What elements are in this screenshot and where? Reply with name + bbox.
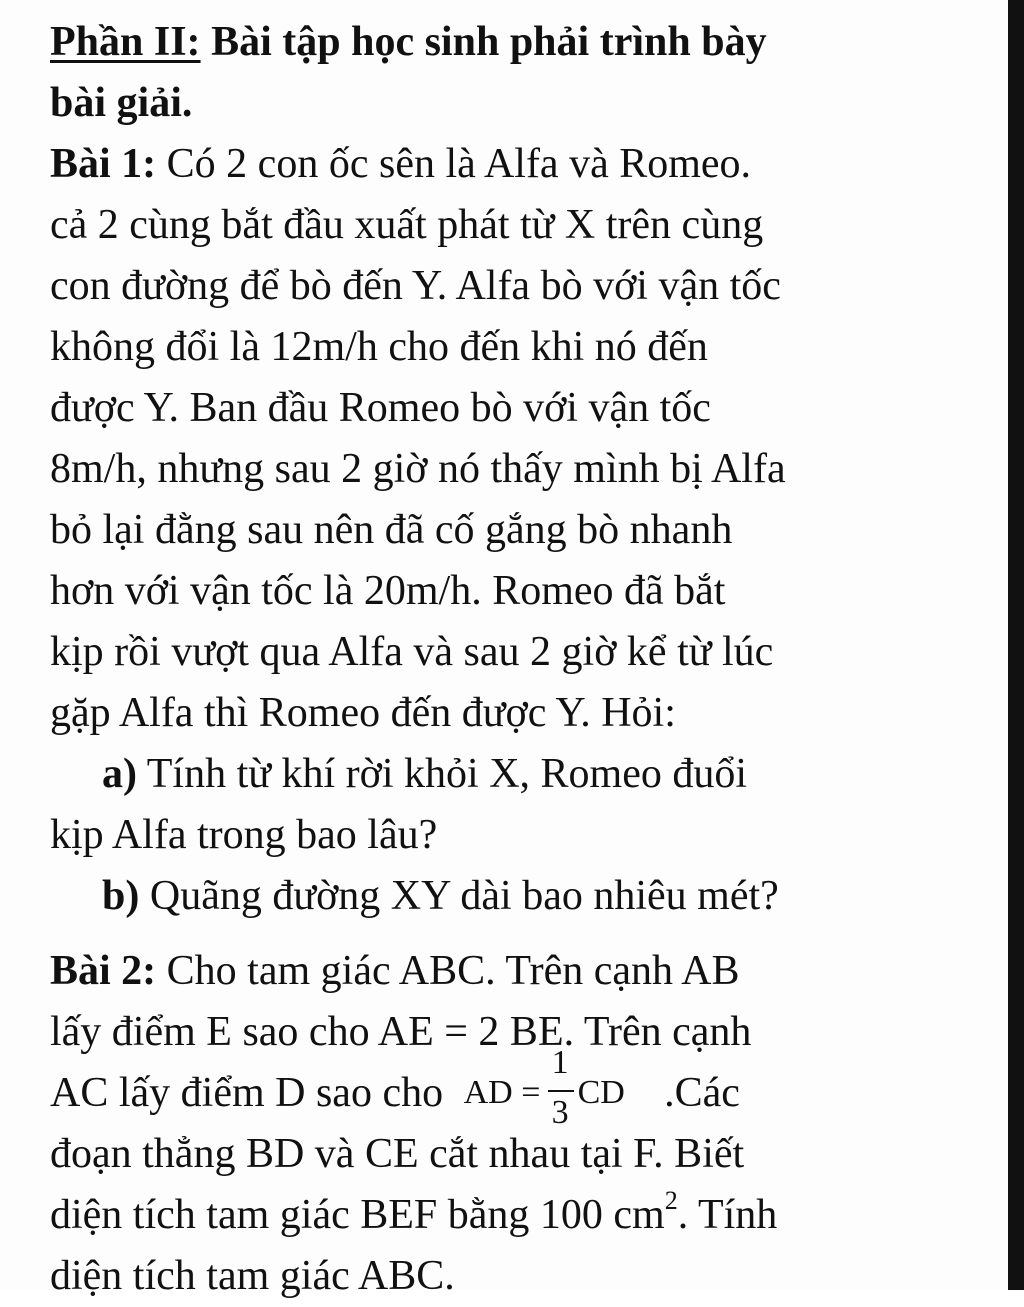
bai2-line3-start: AC lấy điểm D sao cho	[50, 1070, 444, 1116]
bai1-line8: hơn với vận tốc là 20m/h. Romeo đã bắt	[50, 568, 726, 614]
section-label: Phần II:	[50, 19, 201, 65]
section-heading	[50, 12, 912, 73]
bai1-line6: 8m/h, nhưng sau 2 giờ nó thấy mình bị Alfa	[50, 446, 786, 492]
bai1-question-a-line2: kịp Alfa trong bao lâu?	[50, 812, 438, 858]
bai2-line6: diện tích tam giác ABC.	[50, 1253, 455, 1299]
bai2-line1	[50, 941, 912, 1002]
fraction-bar	[548, 1090, 574, 1092]
superscript-2: 2	[664, 1186, 678, 1215]
bai2-line4: đoạn thẳng BD và CE cắt nhau tại F. Biết	[50, 1131, 745, 1177]
bai1-question-b	[50, 866, 912, 927]
fraction-denominator: 3	[551, 1094, 569, 1132]
bai1-line7: bỏ lại đằng sau nên đã cố gắng bò nhanh	[50, 507, 733, 553]
bai2-line5-start: diện tích tam giác BEF bằng 100 cm	[50, 1192, 665, 1238]
bai2-line2: lấy điểm E sao cho AE = 2 BE. Trên cạnh	[50, 1009, 752, 1055]
exercise-text	[50, 12, 912, 1307]
bai1-line10: gặp Alfa thì Romeo đến được Y. Hỏi:	[50, 690, 676, 736]
bai2-line5-end: . Tính	[677, 1192, 778, 1238]
formula-right: CD	[577, 1074, 625, 1112]
fraction-formula	[463, 1044, 654, 1132]
bai1-question-a	[50, 744, 912, 805]
bai2-line5	[50, 1185, 912, 1246]
bai1-line3: con đường để bò đến Y. Alfa bò với vận tốc	[50, 263, 781, 309]
question-b-label: b)	[102, 873, 140, 919]
fraction-numerator: 1	[551, 1044, 569, 1082]
bai2-line3	[50, 1044, 912, 1132]
right-border	[1008, 0, 1024, 1290]
question-b-text: Quãng đường XY dài bao nhiêu mét?	[149, 873, 779, 919]
bai1-line9: kịp rồi vượt qua Alfa và sau 2 giờ kể từ lúc	[50, 629, 774, 675]
bai2-text-1: Cho tam giác ABC. Trên cạnh AB	[166, 948, 740, 994]
bai1-text-1: Có 2 con ốc sên là Alfa và Romeo.	[166, 141, 752, 187]
section-heading-line2: bài giải.	[50, 80, 193, 126]
question-a-text: Tính từ khí rời khỏi X, Romeo đuổi	[146, 751, 748, 797]
bai1-line1	[50, 134, 912, 195]
bai1-label: Bài 1:	[50, 141, 157, 187]
section-title: Bài tập học sinh phải trình bày	[211, 19, 767, 65]
bai1-line2: cả 2 cùng bắt đầu xuất phát từ X trên cùng	[50, 202, 764, 248]
bai2-label: Bài 2:	[50, 948, 157, 994]
bai2-line3-end: .Các	[664, 1070, 740, 1116]
formula-left: AD =	[463, 1074, 541, 1112]
question-a-label: a)	[102, 751, 137, 797]
bai1-line5: được Y. Ban đầu Romeo bò với vận tốc	[50, 385, 711, 431]
bai1-line4: không đổi là 12m/h cho đến khi nó đến	[50, 324, 708, 370]
